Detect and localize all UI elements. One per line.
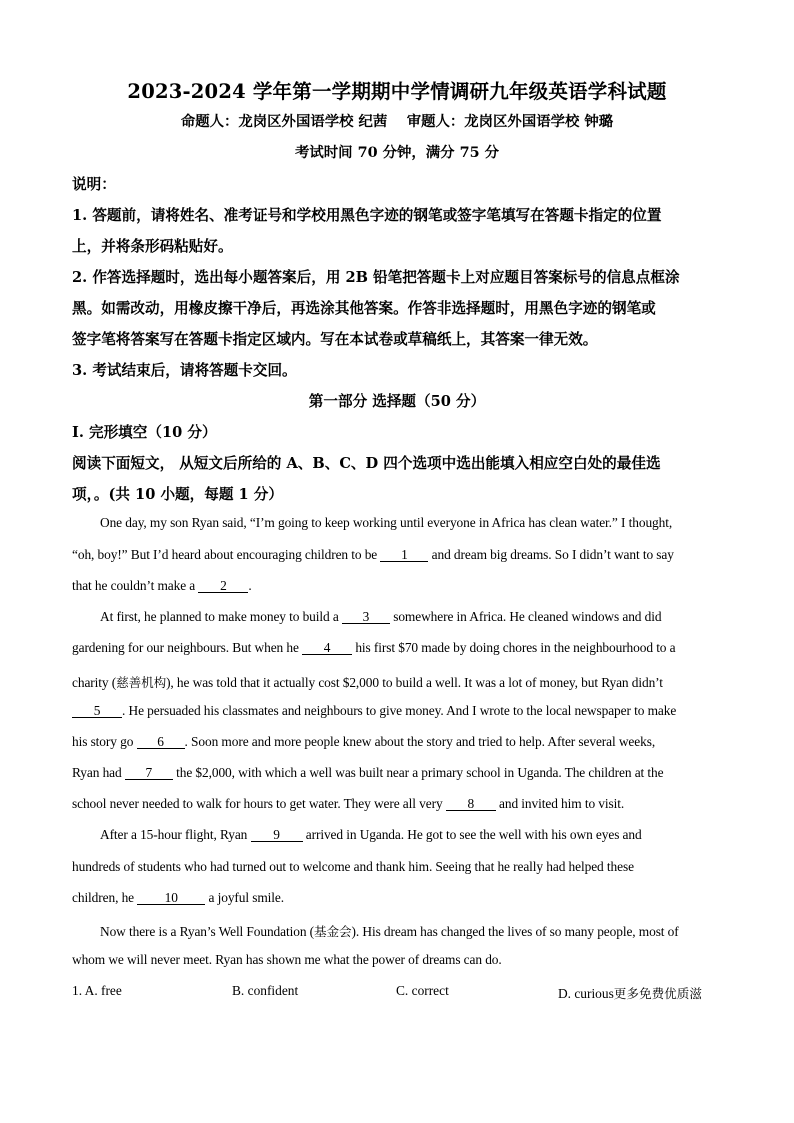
passage-line: whom we will never meet. Ryan has shown me what the power of dreams can do. — [72, 952, 502, 967]
instruction-3: 3. 考试结束后，请将答题卡交回。 — [72, 362, 297, 379]
passage-line: 5 . He persuaded his classmates and neighbours to give money. And I wrote to the local newspaper to make — [72, 703, 676, 719]
passage-line: At first, he planned to make money to build a 3 somewhere in Africa. He cleaned windows and did — [100, 609, 662, 624]
passage-line: gardening for our neighbours. But when he 4 his first $70 made by doing chores in the neighbourhood to a — [72, 640, 676, 655]
blank-8: 8 — [446, 797, 496, 811]
blank-1: 1 — [380, 548, 428, 562]
passage-line: his story go 6 . Soon more and more people knew about the story and tried to help. After several weeks, — [72, 734, 656, 749]
passage-line: “oh, boy!” But I’d heard about encouraging children to be 1 and dream big dreams. So I didn’t want to say — [72, 547, 674, 562]
passage-line: hundreds of students who had turned out to welcome and thank him. Seeing that he really had helped these — [72, 859, 634, 874]
directions-line-2: 项，。(共 10 小题，每题 1 分） — [72, 486, 283, 503]
passage-line: One day, my son Ryan said, “I’m going to keep working until everyone in Africa has clean water.” I thought, — [100, 515, 673, 530]
question-1-option-a: 1. A. free — [72, 983, 122, 998]
blank-9: 9 — [251, 828, 303, 842]
directions-line-1: 阅读下面短文， 从短文后所给的 A、B、C、D 四个选项中选出能填入相应空白处的最佳选 — [72, 455, 661, 472]
passage-line: Now there is a Ryan’s Well Foundation (基金会). His dream has changed the lives of so many people, most of — [100, 924, 679, 939]
subsection-title: I. 完形填空（10 分） — [72, 424, 217, 441]
passage-line: After a 15-hour flight, Ryan 9 arrived in Uganda. He got to see the well with his own eyes and — [100, 827, 642, 842]
time-info: 考试时间 70 分钟，满分 75 分 — [295, 144, 499, 161]
blank-7: 7 — [125, 766, 173, 780]
instructions-heading: 说明： — [72, 176, 116, 193]
blank-5: 5 — [72, 704, 122, 718]
passage-line: Ryan had 7 the $2,000, with which a well was built near a primary school in Uganda. The children at the — [72, 765, 664, 780]
instruction-2-line-2: 黑。如需改动，用橡皮擦干净后，再选涂其他答案。作答非选择题时，用黑色字迹的钢笔或 — [72, 300, 656, 317]
exam-title: 2023-2024 学年第一学期期中学情调研九年级英语学科试题 — [127, 80, 667, 103]
question-1-option-b: B. confident — [232, 983, 299, 998]
blank-6: 6 — [137, 735, 185, 749]
blank-2: 2 — [198, 579, 248, 593]
blank-3: 3 — [342, 610, 390, 624]
instruction-2-line-3: 签字笔将答案写在答题卡指定区域内。写在本试卷或草稿纸上，其答案一律无效。 — [72, 331, 598, 348]
watermark-text: 更多免费优质滋 — [613, 986, 702, 1001]
instruction-1-line-1: 1. 答题前，请将姓名、准考证号和学校用黑色字迹的钢笔或签字笔填写在答题卡指定的位置 — [72, 207, 662, 224]
question-1-option-d: D. curious更多免费优质滋 — [558, 986, 702, 1001]
passage-line: children, he 10 a joyful smile. — [72, 890, 284, 905]
authors-line: 命题人：龙岗区外国语学校 纪茜 审题人：龙岗区外国语学校 钟璐 — [180, 113, 614, 130]
passage-line: that he couldn’t make a 2 . — [72, 578, 252, 593]
blank-4: 4 — [302, 641, 352, 655]
instruction-1-line-2: 上，并将条形码粘贴好。 — [72, 238, 233, 255]
part-title: 第一部分 选择题（50 分） — [308, 393, 486, 410]
passage-line: charity (慈善机构), he was told that it actually cost $2,000 to build a well. It was a lot of money, but Ryan didn’t — [72, 675, 663, 690]
passage-line: school never needed to walk for hours to get water. They were all very 8 and invited him to visit. — [72, 796, 625, 811]
instruction-2-line-1: 2. 作答选择题时，选出每小题答案后，用 2B 铅笔把答题卡上对应题目答案标号的信息点框涂 — [72, 269, 680, 286]
question-1-option-c: C. correct — [396, 983, 449, 998]
blank-10: 10 — [137, 891, 205, 905]
